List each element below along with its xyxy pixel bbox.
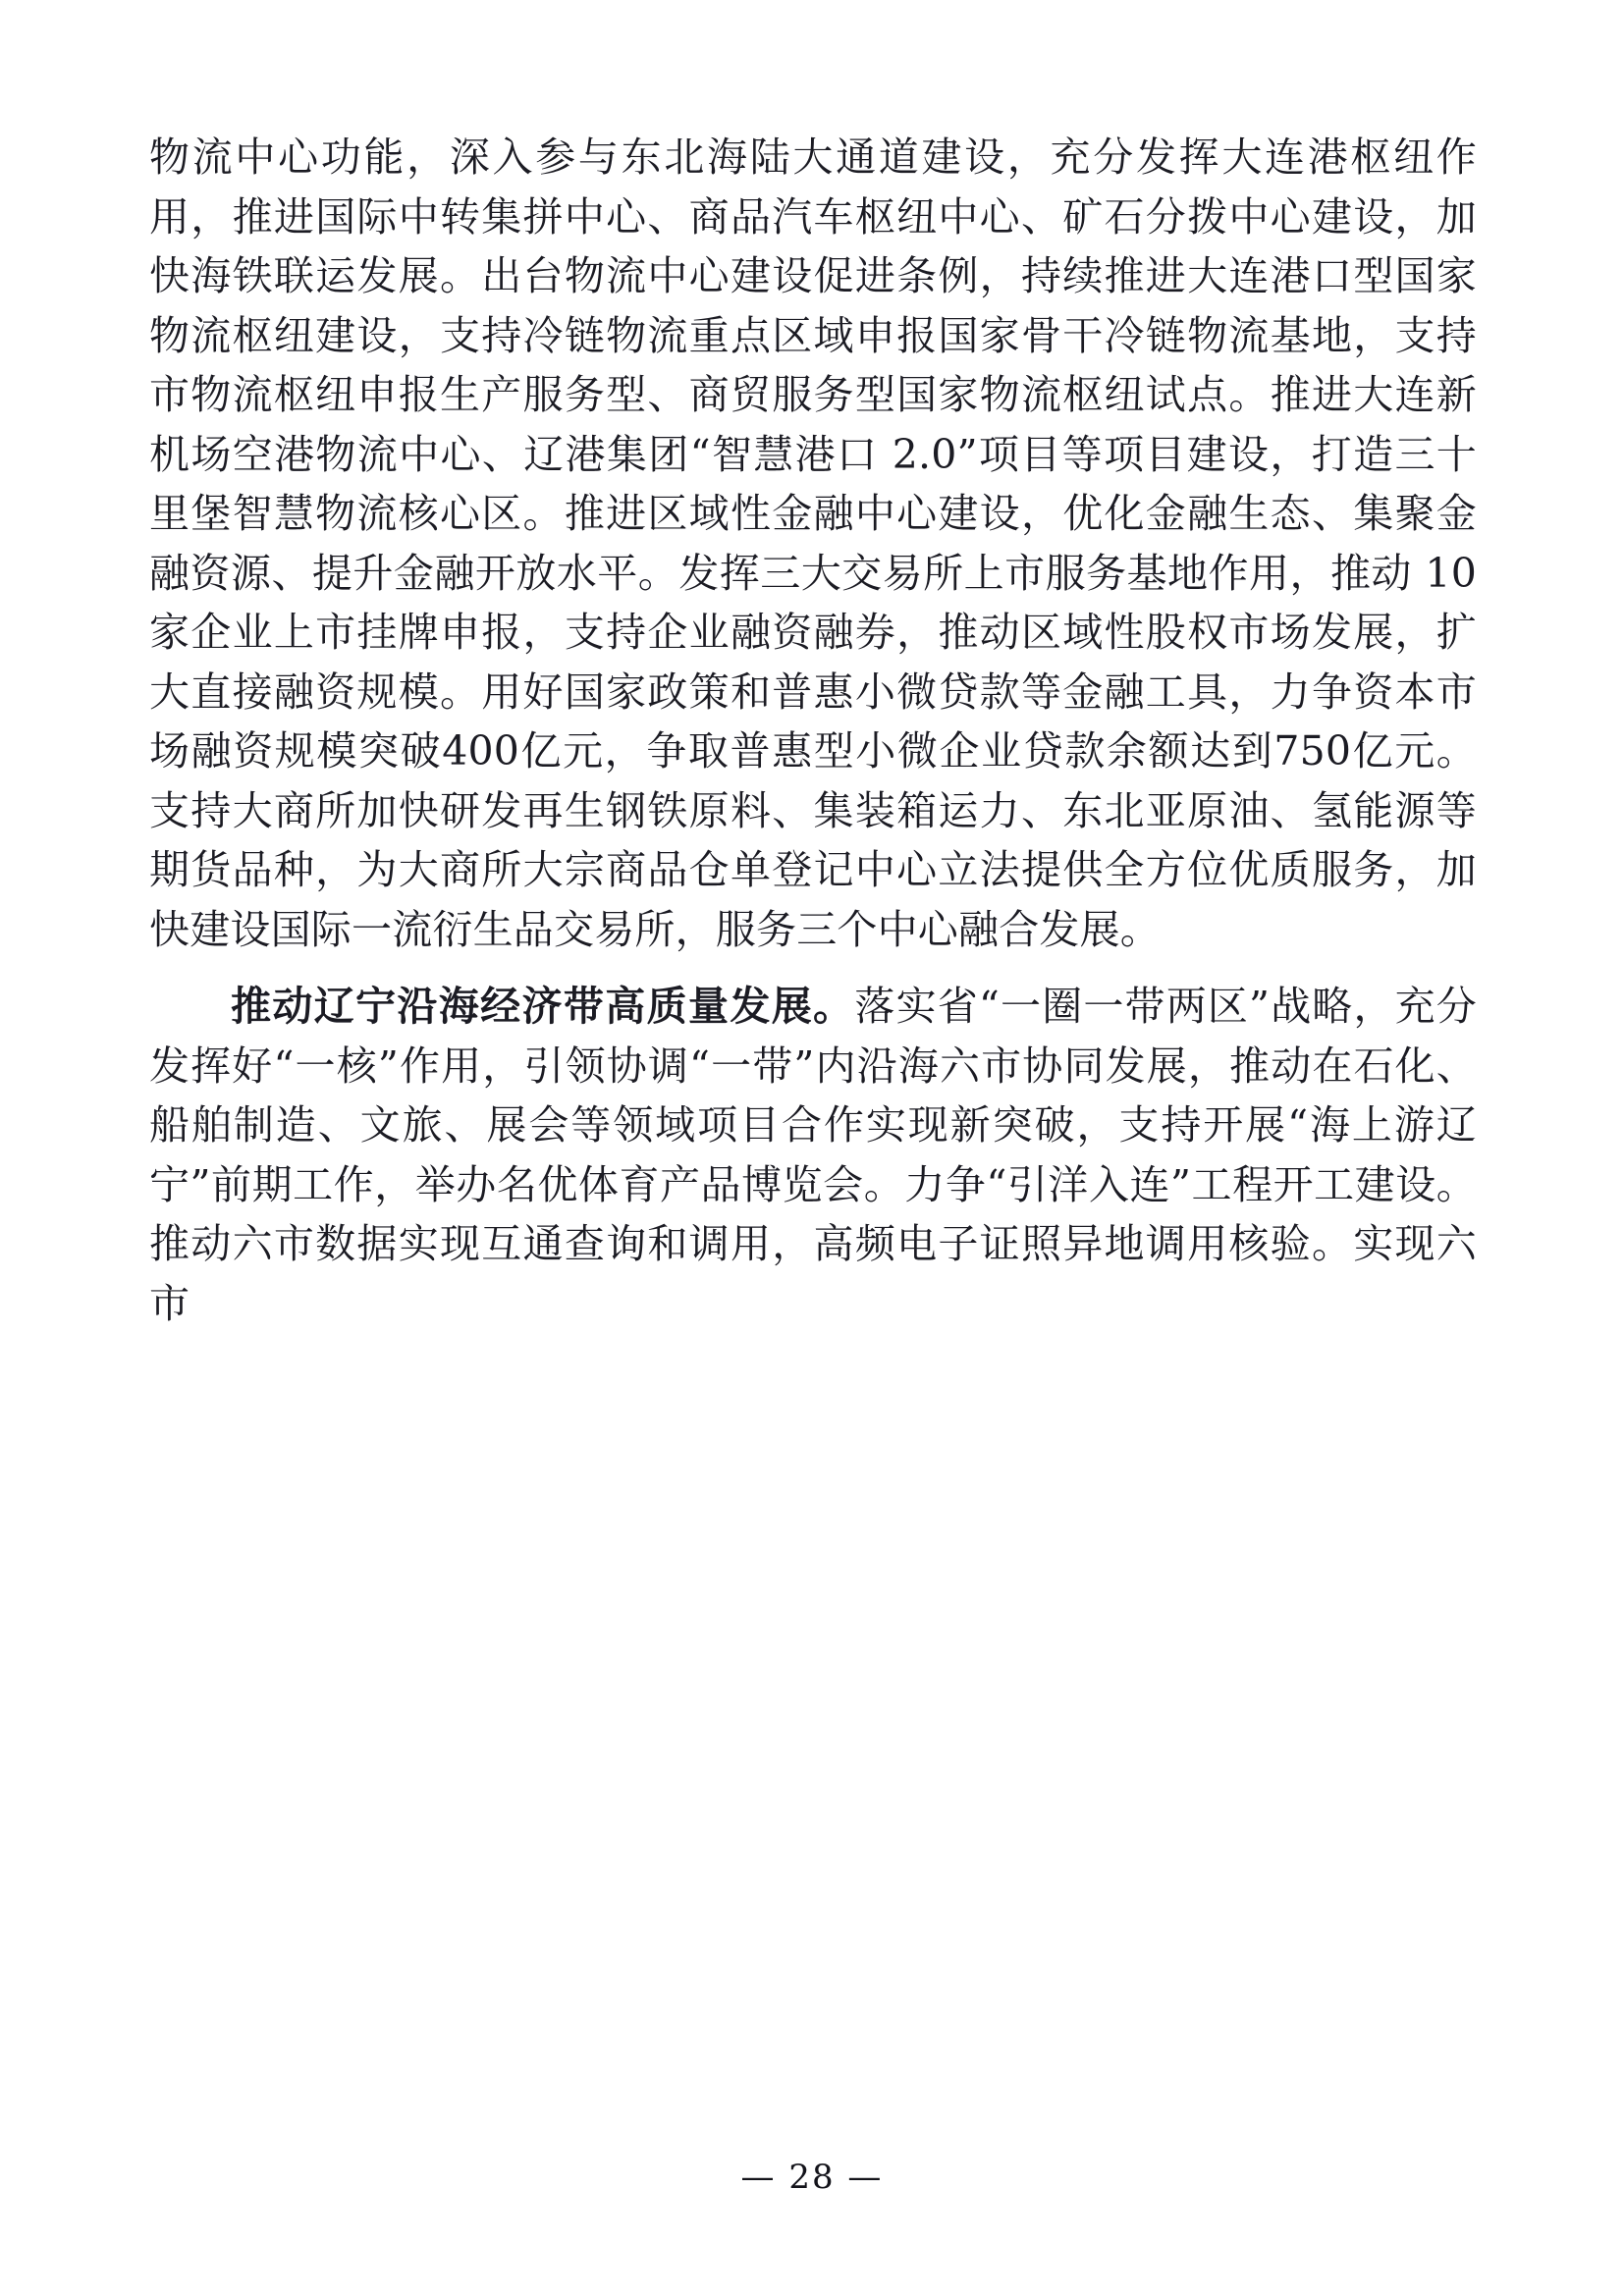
body-paragraph-coastal-economic-belt bbox=[149, 977, 1477, 1333]
page-footer bbox=[0, 2158, 1624, 2197]
paragraph-text: 物流中心功能，深入参与东北海陆大通道建设，充分发挥大连港枢纽作用，推进国际中转集拼中心、商品汽车枢纽中心、矿石分拨中心建设，加快海铁联运发展。出台物流中心建设促进条例，持续推进大连港口型国家物流枢纽建设，支持冷链物流重点区域申报国家骨干冷链物流基地，支持市物流枢纽申报生产服务型、商贸服务型国家物流枢纽试点。推进大连新机场空港物流中心、辽港集团“智慧港口 2.0”项目等项目建设，打造三十里堡智慧物流核心区。推进区域性金融中心建设，优化金融生态、集聚金融资源、提升金融开放水平。发挥三大交易所上市服务基地作用，推动 10 家企业上市挂牌申报，支持企业融资融券，推动区域性股权市场发展，扩大直接融资规模。用好国家政策和普惠小微贷款等金融工具，力争资本市场融资规模突破400亿元，争取普惠型小微企业贷款余额达到750亿元。支持大商所加快研发再生钢铁原料、集装箱运力、东北亚原油、氢能源等期货品种，为大商所大宗商品仓单登记中心立法提供全方位优质服务，加快建设国际一流衍生品交易所，服务三个中心融合发展。 bbox=[149, 133, 1477, 953]
page-number: — 28 — bbox=[740, 2158, 884, 2197]
paragraph-text: 落实省“一圈一带两区”战略，充分发挥好“一核”作用，引领协调“一带”内沿海六市协同发展，推动在石化、船舶制造、文旅、展会等领域项目合作实现新突破，支持开展“海上游辽宁”前期工作，举办名优体育产品博览会。力争“引洋入连”工程开工建设。推动六市数据实现互通查询和调用，高频电子证照异地调用核验。实现六市 bbox=[149, 983, 1477, 1327]
body-paragraph-logistics-finance bbox=[149, 128, 1477, 959]
page-body bbox=[149, 128, 1477, 1333]
paragraph-lead-heading: 推动辽宁沿海经济带高质量发展。 bbox=[230, 983, 855, 1030]
